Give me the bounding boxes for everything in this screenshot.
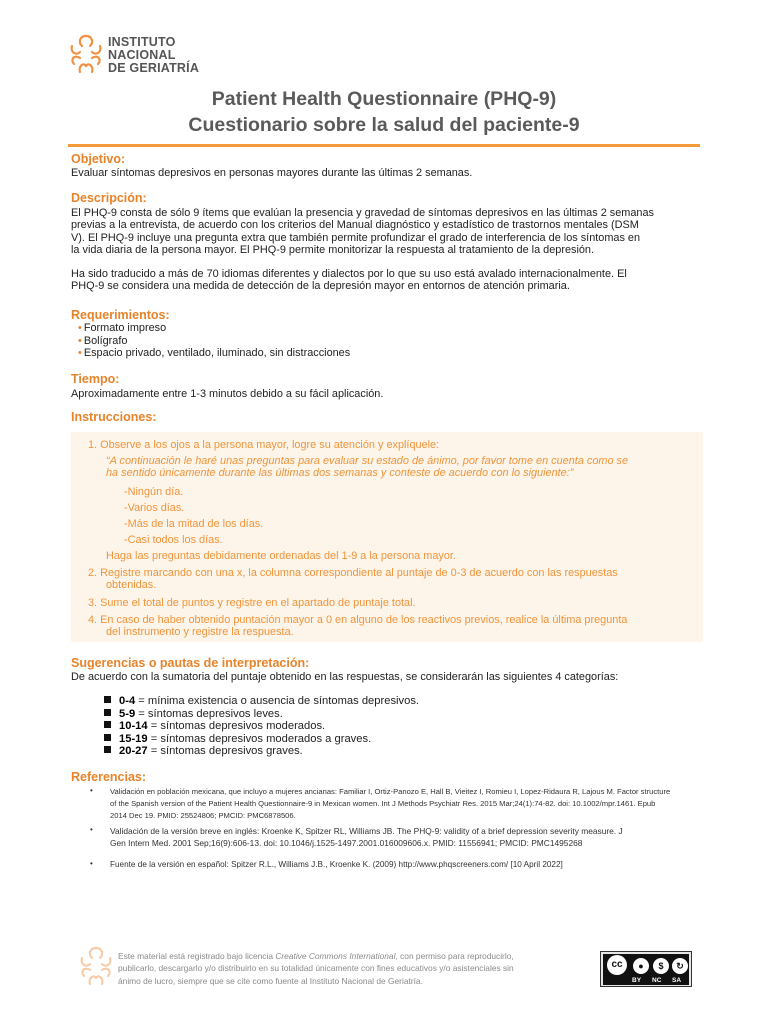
cc-badge-top <box>603 954 689 976</box>
reference-line: Gen Intern Med. 2001 Sep;16(9):606-13. doi: 10.1046/j.1525-1497.2001.016009606.x. PMID: 11556941; PMCID: PMC1495268 <box>110 838 583 849</box>
interpretation-categories <box>104 695 419 758</box>
sharealike-icon: ↻ <box>672 958 688 974</box>
category-item <box>104 720 419 733</box>
cc-badge-labels <box>603 976 689 985</box>
reference-line: Validación en población mexicana, que incluyo a mujeres ancianas: Familiar I, Ortiz-Panozo E, Hall B, Vieitez I, Romieu I, Lopez-Ridaura R, Lajous M. Factor structure <box>110 787 671 796</box>
institute-watermark-icon <box>74 944 118 992</box>
reference-line: Validación de la versión breve en inglés: Kroenke K, Spitzer RL, Williams JB. The PHQ-9: validity of a brief depression severity measure. J <box>110 826 623 836</box>
tiempo-text: Aproximadamente entre 1-3 minutos debido a su fácil aplicación. <box>71 388 384 400</box>
descripcion-heading: Descripción: <box>71 191 147 205</box>
reference-bullet: • <box>90 859 93 868</box>
requerimientos-list <box>78 322 350 360</box>
referencias-heading: Referencias: <box>71 770 147 784</box>
cc-label-by: BY <box>632 977 642 984</box>
institute-logo <box>66 30 246 86</box>
descripcion-line: El PHQ-9 consta de sólo 9 ítems que evalúan la presencia y gravedad de síntomas depresivos en las últimas 2 semanas <box>71 207 654 219</box>
reference-line: of the Spanish version of the Patient Health Questionnaire-9 in Mexican women. Int J Methods Psychiatr Res. 2015 Mar;24(1):74-82. doi: 10.1002/mpr.1461. Epub <box>110 799 656 809</box>
institute-name-line3: DE GERIATRÍA <box>108 61 200 75</box>
instruction-step-2: 2. Registre marcando con una x, la columna correspondiente al puntaje de 0-3 de acuerdo con las respuestas <box>88 567 618 579</box>
category-range: 15-19 <box>119 732 148 745</box>
answer-option: -Más de la mitad de los días. <box>124 518 264 530</box>
category-range: 10-14 <box>119 720 148 733</box>
category-item <box>104 708 419 721</box>
license-name: Creative Commons International <box>275 951 396 961</box>
institute-name <box>108 36 199 75</box>
descripcion-line: previas a la entrevista, de acuerdo con los criterios del Manual diagnóstico y estadístico de trastornos mentales (DSM <box>71 219 639 232</box>
list-item: • Espacio privado, ventilado, iluminado, sin distracciones <box>78 347 350 360</box>
descripcion-line: la vida diaria de la persona mayor. El PHQ-9 permite monitorizar la respuesta al tratamiento de la depresión. <box>71 244 595 257</box>
license-notice <box>118 950 594 987</box>
descripcion-line: PHQ-9 se considera una medida de detección de la depresión mayor en entornos de atención primaria. <box>71 280 570 293</box>
category-description: = síntomas depresivos moderados. <box>147 720 326 733</box>
category-item <box>104 745 419 758</box>
attribution-icon: ● <box>633 958 649 974</box>
reference-2 <box>110 825 710 849</box>
noncommercial-icon: $ <box>653 958 669 974</box>
reference-bullet: • <box>90 786 93 795</box>
cc-label-sa: SA <box>672 977 682 984</box>
instruction-quote-line: “A continuación le haré unas preguntas para evaluar su estado de ánimo, por favor tome en cuenta como se <box>106 455 629 467</box>
answer-option: -Ningún día. <box>124 486 184 498</box>
license-line: ánimo de lucro, siempre que se cite como fuente al Instituto Nacional de Geriatría. <box>118 975 423 986</box>
document-subtitle: Cuestionario sobre la salud del paciente-9 <box>188 114 580 136</box>
instruction-step-1: 1. Observe a los ojos a la persona mayor, logre su atención y explíquele: <box>88 439 440 451</box>
instruction-step-4-cont: del instrumento y registre la respuesta. <box>106 626 294 638</box>
square-bullet-icon <box>104 709 111 716</box>
reference-line: 2014 Dec 19. PMID: 25524806; PMCID: PMC6878506. <box>110 811 296 821</box>
license-text: , con permiso para reproducirlo, <box>395 951 514 961</box>
license-line <box>118 950 594 962</box>
document-title: Patient Health Questionnaire (PHQ-9) <box>211 88 557 110</box>
requerimientos-heading: Requerimientos: <box>71 308 170 322</box>
license-text: Este material está registrado bajo licencia <box>118 951 276 961</box>
instruction-step-4: 4. En caso de haber obtenido puntación mayor a 0 en alguno de los reactivos previos, realice la última pregunta <box>88 614 628 626</box>
institute-name-line1: INSTITUTO <box>108 35 176 49</box>
institute-name-line2: NACIONAL <box>108 48 176 62</box>
reference-bullet: • <box>90 825 93 834</box>
instrucciones-heading: Instrucciones: <box>71 410 157 424</box>
cc-icon: cc <box>607 955 627 975</box>
cc-label-nc: NC <box>652 977 662 984</box>
descripcion-paragraph-2 <box>71 268 703 293</box>
category-range: 5-9 <box>119 707 136 720</box>
sugerencias-heading: Sugerencias o pautas de interpretación: <box>71 656 310 670</box>
license-line: publicarlo, descargarlo y/o distribuirlo en su totalidad únicamente con fines educativos y/o asistenciales sin <box>118 963 514 974</box>
category-description: = síntomas depresivos moderados a graves. <box>147 732 372 745</box>
objetivo-heading: Objetivo: <box>71 152 126 166</box>
instruction-order-note: Haga las preguntas debidamente ordenadas del 1-9 a la persona mayor. <box>106 550 456 562</box>
category-item <box>104 733 419 746</box>
instruction-quote-line: ha sentido únicamente durante las últimas dos semanas y conteste de acuerdo con lo siguiente:” <box>106 467 574 479</box>
square-bullet-icon <box>104 696 111 703</box>
instruction-step-2-cont: obtenidas. <box>106 579 157 591</box>
descripcion-paragraph-1 <box>71 207 703 257</box>
sugerencias-text: De acuerdo con la sumatoria del puntaje obtenido en las respuestas, se considerarán las siguientes 4 categorías: <box>71 671 619 683</box>
category-description: = síntomas depresivos leves. <box>135 707 283 720</box>
category-range: 0-4 <box>119 695 136 707</box>
reference-1 <box>110 786 710 823</box>
answer-option: -Varios días. <box>124 502 185 514</box>
tiempo-heading: Tiempo: <box>71 372 120 386</box>
descripcion-line: V). El PHQ-9 incluye una pregunta extra que también permite profundizar el grado de interferencia de los síntomas en <box>71 231 641 244</box>
descripcion-line: Ha sido traducido a más de 70 idiomas diferentes y dialectos por lo que su uso está avalado internacionalmente. El <box>71 268 627 280</box>
category-description: = síntomas depresivos graves. <box>147 745 303 758</box>
list-item: • Formato impreso <box>78 322 350 335</box>
reference-3: Fuente de la versión en español: Spitzer R.L., Williams J.B., Kroenke K. (2009) http://www.phqscreeners.com/ [10 April 2022] <box>110 860 563 869</box>
instruction-step-3: 3. Sume el total de puntos y registre en el apartado de puntaje total. <box>88 597 416 609</box>
square-bullet-icon <box>104 734 111 741</box>
institute-logo-icon <box>66 32 106 80</box>
objetivo-text: Evaluar síntomas depresivos en personas mayores durante las últimas 2 semanas. <box>71 167 473 179</box>
category-item <box>104 695 419 708</box>
answer-option: -Casi todos los días. <box>124 534 223 546</box>
square-bullet-icon <box>104 746 111 753</box>
title-divider <box>68 144 700 147</box>
list-item: • Bolígrafo <box>78 335 350 348</box>
square-bullet-icon <box>104 721 111 728</box>
category-range: 20-27 <box>119 745 148 758</box>
creative-commons-badge <box>600 951 692 987</box>
category-description: = mínima existencia o ausencia de síntomas depresivos. <box>135 695 420 707</box>
